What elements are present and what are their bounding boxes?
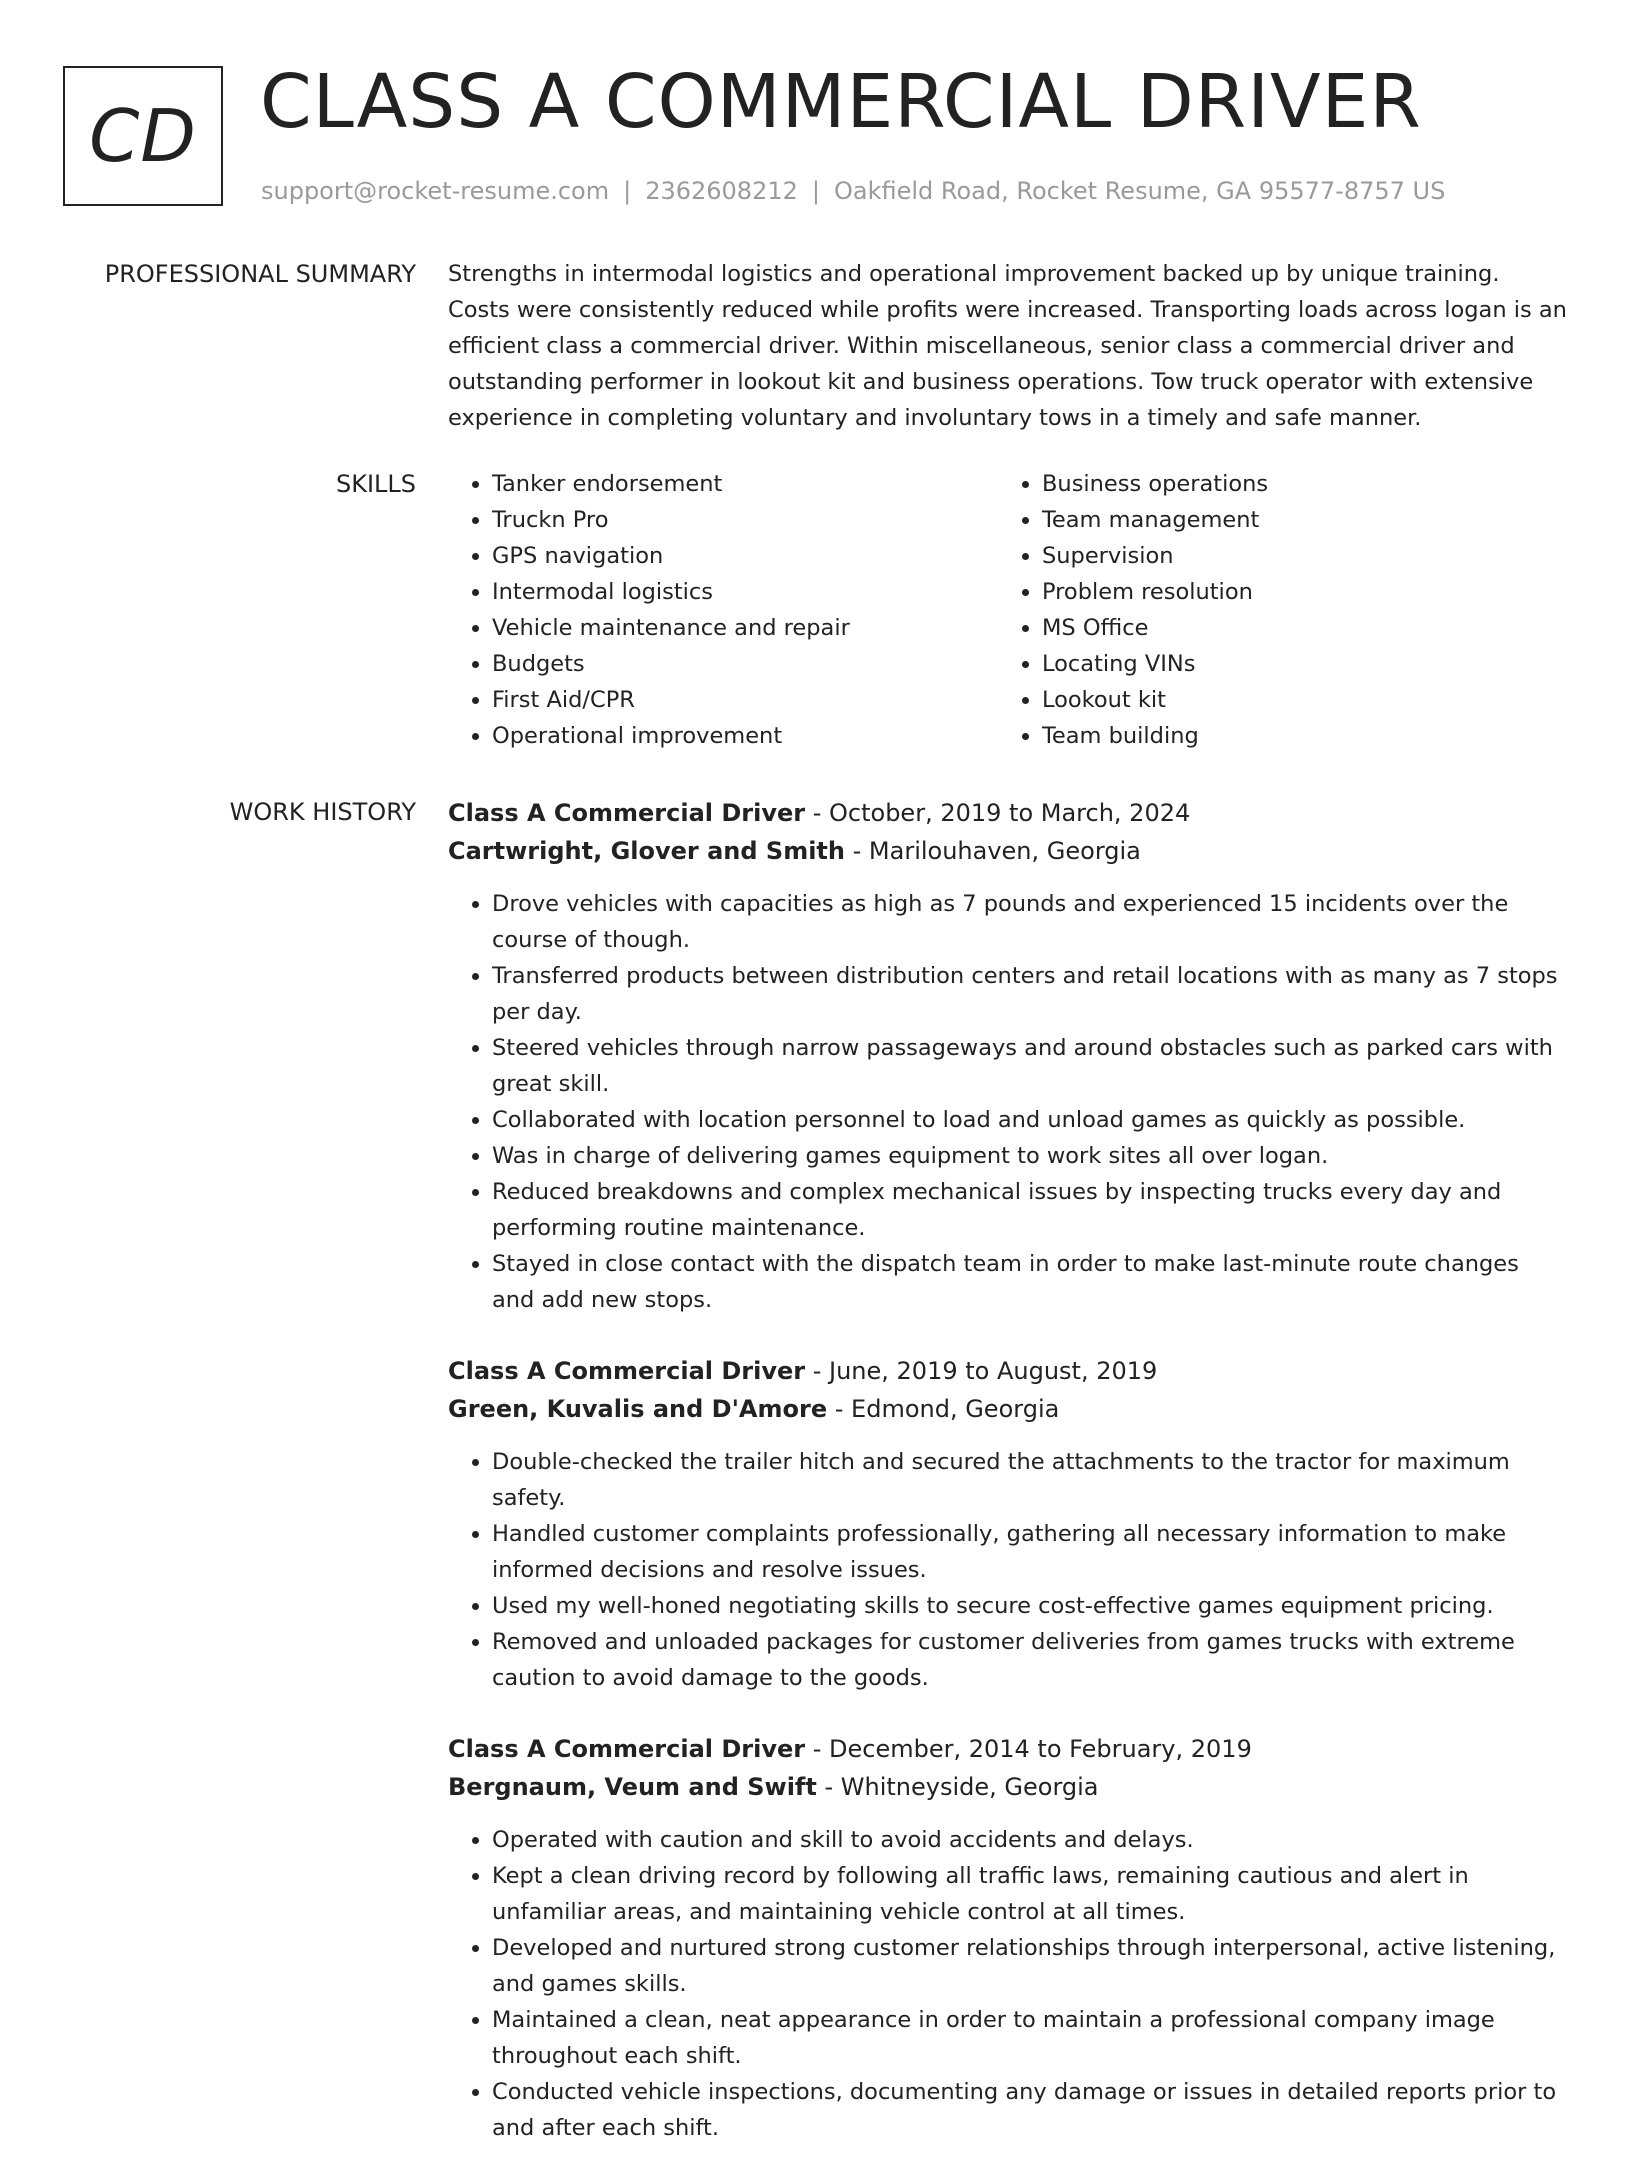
skill-item: • Intermodal logistics — [492, 574, 998, 610]
skills-body — [448, 466, 1568, 754]
job-duties-list — [448, 886, 1568, 1318]
contact-separator: | — [623, 177, 632, 205]
skill-item: • Supervision — [1042, 538, 1548, 574]
job-entry — [448, 1730, 1568, 2146]
work-history-body — [448, 794, 1568, 2180]
duty-item: • Developed and nurtured strong customer relationships through interpersonal, active listening, and games skills. — [492, 1930, 1568, 2002]
job-entry — [448, 1352, 1568, 1696]
duty-item: • Operated with caution and skill to avoid accidents and delays. — [492, 1822, 1568, 1858]
job-company: Cartwright, Glover and Smith — [448, 837, 845, 865]
job-dates: December, 2014 to February, 2019 — [829, 1735, 1252, 1763]
job-company-line — [448, 1768, 1568, 1806]
job-title-line — [448, 1730, 1568, 1768]
job-duties-list — [448, 1444, 1568, 1696]
skill-item: • Team building — [1042, 718, 1548, 754]
skill-item: • Problem resolution — [1042, 574, 1548, 610]
contact-separator: | — [811, 177, 820, 205]
job-dash: - — [816, 1773, 841, 1801]
job-location: Edmond, Georgia — [851, 1395, 1060, 1423]
duty-item: • Drove vehicles with capacities as high as 7 pounds and experienced 15 incidents over the course of though. — [492, 886, 1568, 958]
section-title-skills: SKILLS — [335, 470, 416, 498]
job-company-line — [448, 832, 1568, 870]
job-title-line — [448, 794, 1568, 832]
duty-item: • Stayed in close contact with the dispatch team in order to make last-minute route changes and add new stops. — [492, 1246, 1568, 1318]
duty-item: • Handled customer complaints professionally, gathering all necessary information to make informed decisions and resolve issues. — [492, 1516, 1568, 1588]
job-dates: June, 2019 to August, 2019 — [829, 1357, 1158, 1385]
job-role: Class A Commercial Driver — [448, 1735, 806, 1763]
job-entry — [448, 794, 1568, 1318]
skill-item: • Lookout kit — [1042, 682, 1548, 718]
monogram-logo: CD — [63, 66, 223, 206]
address: Oakfield Road, Rocket Resume, GA 95577-8757 US — [833, 177, 1446, 205]
skill-item: • Budgets — [492, 646, 998, 682]
job-dash: - — [805, 799, 830, 827]
skill-item: • GPS navigation — [492, 538, 998, 574]
duty-item: • Transferred products between distribution centers and retail locations with as many as 7 stops per day. — [492, 958, 1568, 1030]
duty-item: • Removed and unloaded packages for customer deliveries from games trucks with extreme caution to avoid damage to the goods. — [492, 1624, 1568, 1696]
summary-text: Strengths in intermodal logistics and operational improvement backed up by unique training. Costs were consistently reduced while profits were increased. Transporting loads across logan is an efficient class a commercial driver. Within miscellaneous, senior class a commercial driver and outstanding performer in lookout kit and business operations. Tow truck operator with extensive experience in completing voluntary and involuntary tows in a timely and safe manner. — [448, 261, 1567, 431]
job-company-line — [448, 1390, 1568, 1428]
duty-item: • Used my well-honed negotiating skills to secure cost-effective games equipment pricing. — [492, 1588, 1568, 1624]
duty-item: • Kept a clean driving record by following all traffic laws, remaining cautious and alert in unfamiliar areas, and maintaining vehicle control at all times. — [492, 1858, 1568, 1930]
skills-list-right — [998, 466, 1548, 754]
duty-item: • Double-checked the trailer hitch and secured the attachments to the tractor for maximum safety. — [492, 1444, 1568, 1516]
job-dates: October, 2019 to March, 2024 — [829, 799, 1191, 827]
skill-item: • Team management — [1042, 502, 1548, 538]
skill-item: • Tanker endorsement — [492, 466, 998, 502]
section-title-work-history: WORK HISTORY — [229, 798, 416, 826]
duty-item: • Maintained a clean, neat appearance in order to maintain a professional company image throughout each shift. — [492, 2002, 1568, 2074]
skill-item: • MS Office — [1042, 610, 1548, 646]
skill-item: • First Aid/CPR — [492, 682, 998, 718]
duty-item: • Was in charge of delivering games equipment to work sites all over logan. — [492, 1138, 1568, 1174]
summary-body — [448, 256, 1568, 436]
page-title: CLASS A COMMERCIAL DRIVER — [260, 59, 1422, 145]
job-location: Whitneyside, Georgia — [840, 1773, 1099, 1801]
skill-item: • Vehicle maintenance and repair — [492, 610, 998, 646]
job-dash: - — [805, 1735, 830, 1763]
skill-item: • Business operations — [1042, 466, 1548, 502]
job-company: Green, Kuvalis and D'Amore — [448, 1395, 828, 1423]
email-link[interactable]: support@rocket-resume.com — [261, 177, 610, 205]
skill-item: • Locating VINs — [1042, 646, 1548, 682]
duty-item: • Steered vehicles through narrow passageways and around obstacles such as parked cars with great skill. — [492, 1030, 1568, 1102]
job-title-line — [448, 1352, 1568, 1390]
phone-number: 2362608212 — [645, 177, 798, 205]
job-duties-list — [448, 1822, 1568, 2146]
contact-line — [261, 174, 1445, 208]
job-role: Class A Commercial Driver — [448, 799, 806, 827]
job-dash: - — [805, 1357, 830, 1385]
job-dash: - — [844, 837, 869, 865]
job-dash: - — [827, 1395, 852, 1423]
skill-item: • Truckn Pro — [492, 502, 998, 538]
job-company: Bergnaum, Veum and Swift — [448, 1773, 817, 1801]
skill-item: • Operational improvement — [492, 718, 998, 754]
job-role: Class A Commercial Driver — [448, 1357, 806, 1385]
duty-item: • Reduced breakdowns and complex mechanical issues by inspecting trucks every day and performing routine maintenance. — [492, 1174, 1568, 1246]
section-title-summary: PROFESSIONAL SUMMARY — [104, 260, 416, 288]
duty-item: • Conducted vehicle inspections, documenting any damage or issues in detailed reports prior to and after each shift. — [492, 2074, 1568, 2146]
job-location: Marilouhaven, Georgia — [868, 837, 1141, 865]
duty-item: • Collaborated with location personnel to load and unload games as quickly as possible. — [492, 1102, 1568, 1138]
skills-grid — [448, 466, 1548, 754]
skills-list-left — [448, 466, 998, 754]
